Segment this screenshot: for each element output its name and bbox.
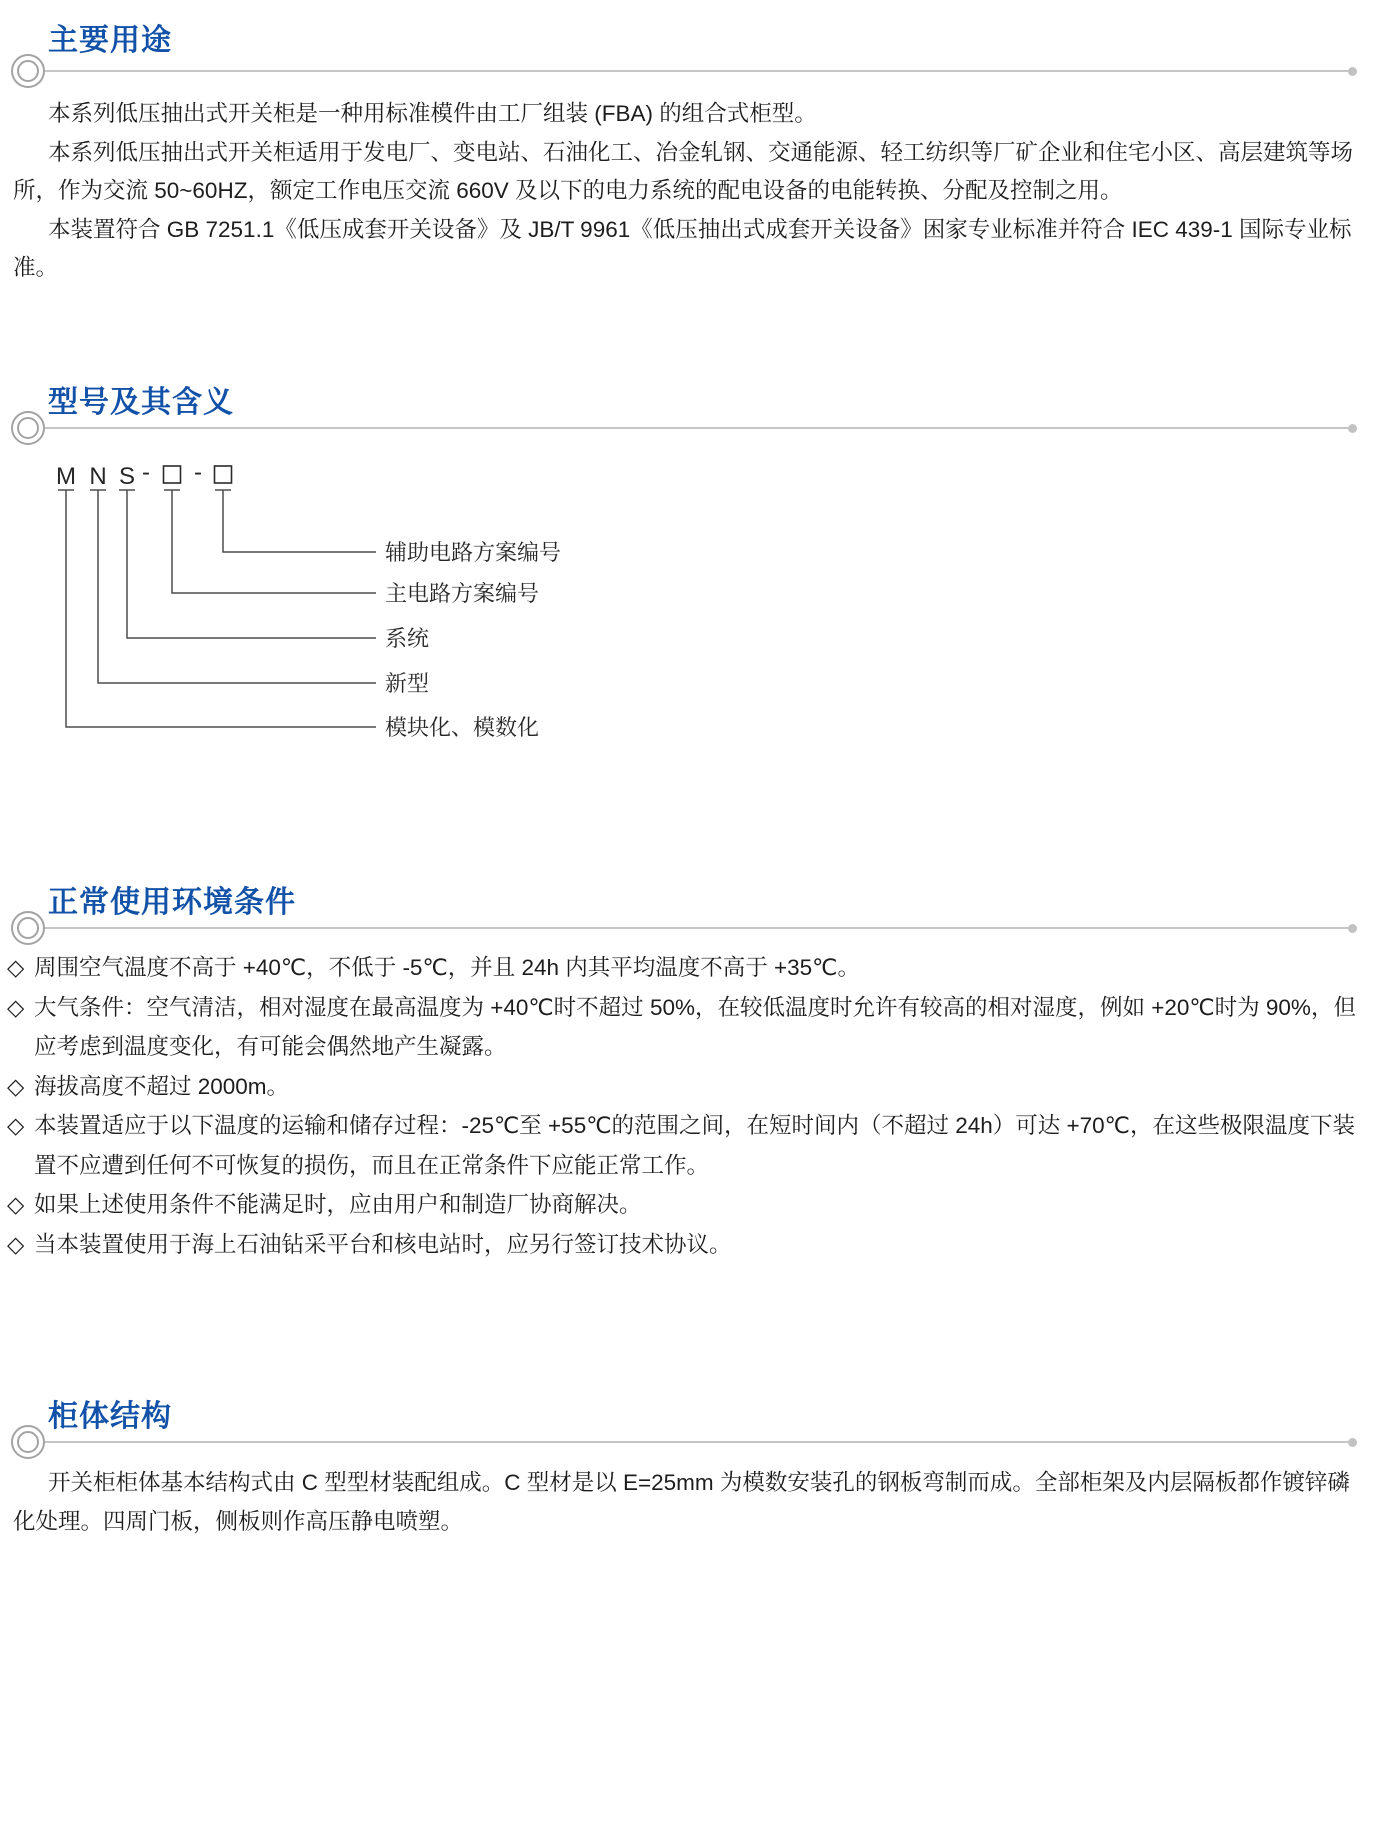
section-rule (44, 1441, 1354, 1443)
model-char-dash: - (194, 459, 202, 486)
section-title-main-purpose: 主要用途 (48, 24, 172, 57)
list-item (7, 1106, 1365, 1185)
cabinet-structure-body (13, 1464, 1365, 1541)
bullet-text: 周围空气温度不高于 +40℃，不低于 -5℃，并且 24h 内其平均温度不高于 +35℃。 (34, 955, 860, 980)
section-ring-icon (11, 411, 45, 445)
model-label-aux-circuit: 辅助电路方案编号 (385, 540, 562, 565)
list-item (7, 948, 1365, 988)
section-title-model-meaning: 型号及其含义 (48, 386, 234, 419)
diamond-bullet-icon: ◇ (7, 1073, 25, 1099)
bullet-text: 如果上述使用条件不能满足时，应由用户和制造厂协商解决。 (34, 1192, 642, 1217)
list-item (7, 1225, 1365, 1265)
model-label-main-circuit: 主电路方案编号 (385, 581, 540, 606)
section-ring-inner-icon (17, 917, 39, 939)
list-item (7, 1067, 1365, 1107)
model-char-m: M (56, 463, 76, 490)
section-ring-inner-icon (17, 1431, 39, 1453)
diamond-bullet-icon: ◇ (7, 1192, 25, 1217)
condition-list (7, 948, 1365, 1264)
diamond-bullet-icon: ◇ (7, 1113, 25, 1138)
list-item (7, 988, 1365, 1067)
section-ring-inner-icon (17, 417, 39, 439)
bullet-text: 当本装置使用于海上石油钻采平台和核电站时，应另行签订技术协议。 (34, 1231, 732, 1257)
section-ring-inner-icon (17, 60, 39, 82)
model-placeholder-box-icon (164, 466, 181, 483)
section-rule (44, 427, 1354, 429)
model-char-n: N (89, 463, 107, 490)
list-item (7, 1185, 1365, 1225)
bullet-text: 大气条件：空气清洁，相对湿度在最高温度为 +40℃时不超过 50%，在较低温度时允许有较高的相对湿度，例如 +20℃时为 90%，但应考虑到温度变化，有可能会偶然地产生凝露。 (34, 994, 1356, 1059)
rule-end-dot-icon (1348, 424, 1357, 433)
diamond-bullet-icon: ◇ (7, 994, 25, 1020)
bullet-text: 海拔高度不超过 2000m。 (34, 1073, 290, 1099)
paragraph: 本系列低压抽出式开关柜是一种用标准模件由工厂组装 (FBA) 的组合式柜型。 (48, 101, 817, 126)
diamond-bullet-icon: ◇ (7, 1231, 25, 1257)
rule-end-dot-icon (1348, 67, 1357, 76)
section-ring-icon (11, 1425, 45, 1459)
main-purpose-body (13, 95, 1365, 288)
rule-end-dot-icon (1348, 1438, 1357, 1447)
model-placeholder-box-icon (215, 466, 232, 483)
section-rule (44, 70, 1354, 72)
section-title-structure: 柜体结构 (48, 1400, 172, 1433)
model-label-modular: 模块化、模数化 (385, 715, 540, 740)
model-char-dash: - (142, 459, 150, 486)
environment-conditions-body (7, 948, 1365, 1264)
section-ring-icon (11, 54, 45, 88)
paragraph: 本系列低压抽出式开关柜适用于发电厂、变电站、石油化工、冶金轧钢、交通能源、轻工纺织等厂矿企业和住宅小区、高层建筑等场所，作为交流 50~60HZ，额定工作电压交流 660V 及以下的电力系统的配电设备的电能转换、分配及控制之用。 (13, 139, 1354, 203)
model-label-new-type: 新型 (385, 671, 430, 696)
section-title-environment: 正常使用环境条件 (48, 886, 296, 919)
rule-end-dot-icon (1348, 924, 1357, 933)
diamond-bullet-icon: ◇ (7, 955, 25, 980)
paragraph: 开关柜柜体基本结构式由 C 型型材装配组成。C 型材是以 E=25mm 为模数安装孔的钢板弯制而成。全部柜架及内层隔板都作镀锌磷化处理。四周门板，侧板则作高压静电喷塑。 (13, 1470, 1350, 1534)
section-ring-icon (11, 911, 45, 945)
model-designation-diagram (0, 450, 700, 750)
model-char-s: S (118, 463, 136, 490)
model-label-system: 系统 (385, 626, 430, 651)
section-rule (44, 927, 1354, 929)
model-connector-lines (66, 490, 376, 727)
bullet-text: 本装置适应于以下温度的运输和储存过程：-25℃至 +55℃的范围之间，在短时间内（不超过 24h）可达 +70℃，在这些极限温度下装置不应遭到任何不可恢复的损伤，而且在正常条件下应能正常工作。 (34, 1113, 1355, 1178)
paragraph: 本装置符合 GB 7251.1《低压成套开关设备》及 JB/T 9961《低压抽出式成套开关设备》困家专业标准并符合 IEC 439-1 国际专业标准。 (13, 216, 1352, 280)
